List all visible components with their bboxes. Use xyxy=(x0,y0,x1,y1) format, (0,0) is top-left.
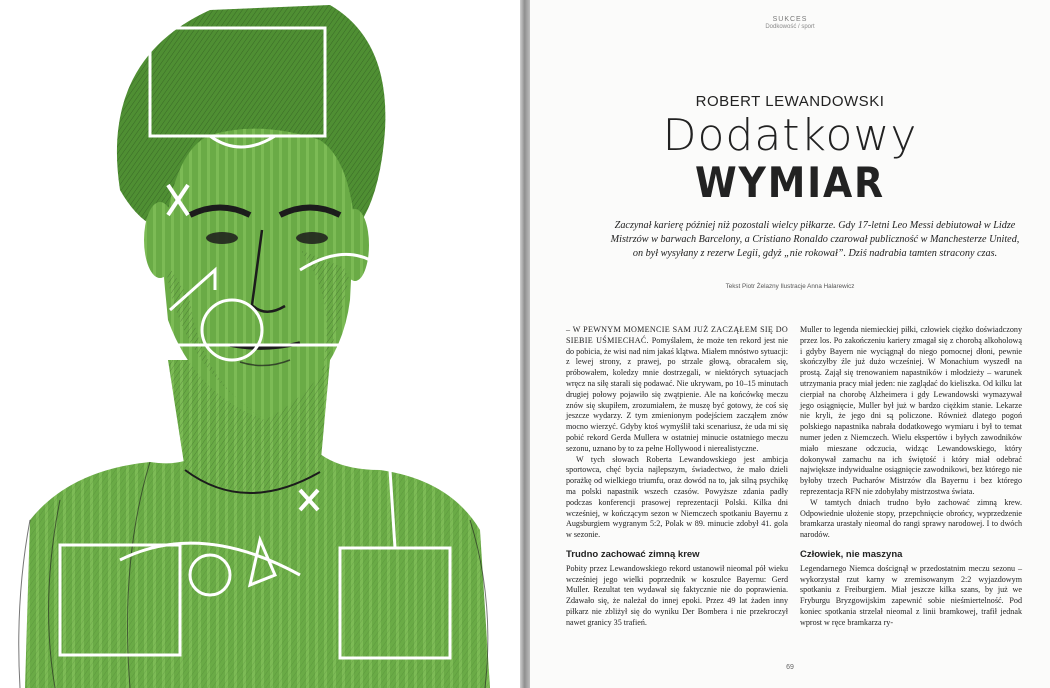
body-column-2 xyxy=(800,325,1022,629)
page-gutter xyxy=(520,0,530,688)
article-credit: Tekst Piotr Żelazny Ilustracje Anna Halarewicz xyxy=(725,283,855,290)
article-kicker: ROBERT LEWANDOWSKI xyxy=(695,93,885,110)
body-paragraph: Legendarnego Niemca doścignął w przedostatnim meczu sezonu – wykorzystał rzut karny w zremisowanym 2:2 wyjazdowym spotkaniu z Freiburgiem. Miał jeszcze kilka szans, by już we Fryburgu Bryzgowijskim zapewnić sobie nieśmiertelność. Pod koniec spotkania strzelał nieomal z linii bramkowej, trafił jednak wprost w ręce bramkarza ry- xyxy=(800,563,1022,627)
portrait-illustration xyxy=(0,0,520,688)
article-title-line2: WYMIAR xyxy=(695,158,885,207)
right-page xyxy=(530,0,1050,688)
subheading: Człowiek, nie maszyna xyxy=(800,548,903,560)
body-paragraph xyxy=(566,325,788,455)
section-subtitle: Dodkowość / sport xyxy=(765,24,815,30)
left-page xyxy=(0,0,520,688)
subheading: Trudno zachować zimną krew xyxy=(566,548,700,560)
body-text: Pomyślałem, że może ten rekord jest nie do pobicia, że wisi nad nim jakaś klątwa. Miałem mnóstwo sytuacji: z lewej strony, z prawej, po strzale głową, obracałem się, próbowałem, koledzy mnie dostrzegali, w niektórych sytuacjach wręcz na siłę starali się podawać. Nie ukrywam, po 10–15 minutach drugiej połowy pojawiło się zwątpienie. Ale na końcówkę meczu znów się skupiłem, zrozumiałem, że muszę być gotowy, że coś się jeszcze wydarzy. Z tym zmienionym podejściem zacząłem znów mocno wierzyć. Gdyby ktoś wymyślił taki scenariusz, że uda mi się pobić rekord Gerda Mullera w ostatniej minucie ostatniego meczu sezonu, uznano by to za pełne Hollywood i nierealistyczne. xyxy=(566,335,788,453)
body-paragraph: Muller to legenda niemieckiej piłki, człowiek ciężko doświadczony przez los. Po zakończeniu kariery zmagał się z chorobą alkoholową i gdyby Bayern nie wyciągnął do niego pomocnej dłoni, pewnie skończyłby źle już dużo wcześniej. W Monachium wyszedł na prostą. Zajął się trenowaniem napastników i młodzieży – warunek utrzymania pracy miał jeden: nie zaglądać do kieliszka. Od kilku lat cierpiał na chorobę Alzheimera i gdy Lewandowski wymazywał jego osiągnięcie, Muller był już w bardzo ciężkim stanie. Lekarze nie kryli, że jego dni są policzone. Również dlatego pogoń polskiego napastnika nabrała dodatkowego wymiaru i był to temat numer jeden z Niemczech. Wielu ekspertów i byłych zawodników miało mieszane odczucia, widząc Lewandowskiego, który dokonywał zamachu na ich świętość i który miał odebrać największe indywidualne osiągnięcie zawodnikowi, bez którego nie byłoby trzech Pucharów Mistrzów dla Bayernu i bez którego reprezentacja RFN nie zdobyłaby mistrzostwa świata. xyxy=(800,325,1022,496)
body-paragraph: W tych słowach Roberta Lewandowskiego jest ambicja sportowca, chęć bycia najlepszym, świadectwo, że mało dzieli porażkę od wielkiego triumfu, oraz dowód na to, jak silną psychikę ma polski napastnik wszech czasów. Powyższe zdania padły podczas konferencji prasowej reprezentacji Polski. Kilka dni wcześniej, w kończącym sezon w Niemczech spotkaniu Bayernu z Augsburgiem wygranym 5:2, Polak w 89. minucie zdobył 41. gola w sezonie. xyxy=(566,454,788,540)
section-name: SUKCES xyxy=(772,16,808,23)
intro-caps: – W PEWNYM MOMENCIE SAM JUŻ ZACZĄŁEM SIĘ DO SIEBIE UŚMIECHAĆ. xyxy=(566,325,788,345)
article-title-line1: Dodatkowy xyxy=(662,110,918,161)
body-paragraph: W tamtych dniach trudno było zachować zimną krew. Odpowiednie ułożenie stopy, przepchnięcie obrońcy, wyprzedzenie bramkarza urastały nieomal do rangi sprawy narodowej. I to dwóch narodów. xyxy=(800,497,1022,540)
body-paragraph: Pobity przez Lewandowskiego rekord ustanowił nieomal pół wieku wcześniej jego wielki poprzednik w koszulce Bayernu: Gerd Muller. Rezultat ten wydawał się faktycznie nie do poprawienia. Zdawało się, że należał do innej epoki. Przez 49 lat żaden inny piłkarz nie zbliżył się do wyniku Der Bombera i nie przekroczył nawet granicy 35 trafień. xyxy=(566,563,788,627)
page-number: 69 xyxy=(786,664,794,671)
body-column-1 xyxy=(566,325,788,629)
article-lead: Zaczynał karierę później niż pozostali wielcy piłkarze. Gdy 17-letni Leo Messi debiutował w Lidze Mistrzów w barwach Barcelony, a Cristiano Ronaldo czarował publiczność w Manchesterze United, on był wysyłany z rezerw Legii, gdyż „nie rokował”. Dziś nadrabia tamten stracony czas. xyxy=(610,220,1020,259)
